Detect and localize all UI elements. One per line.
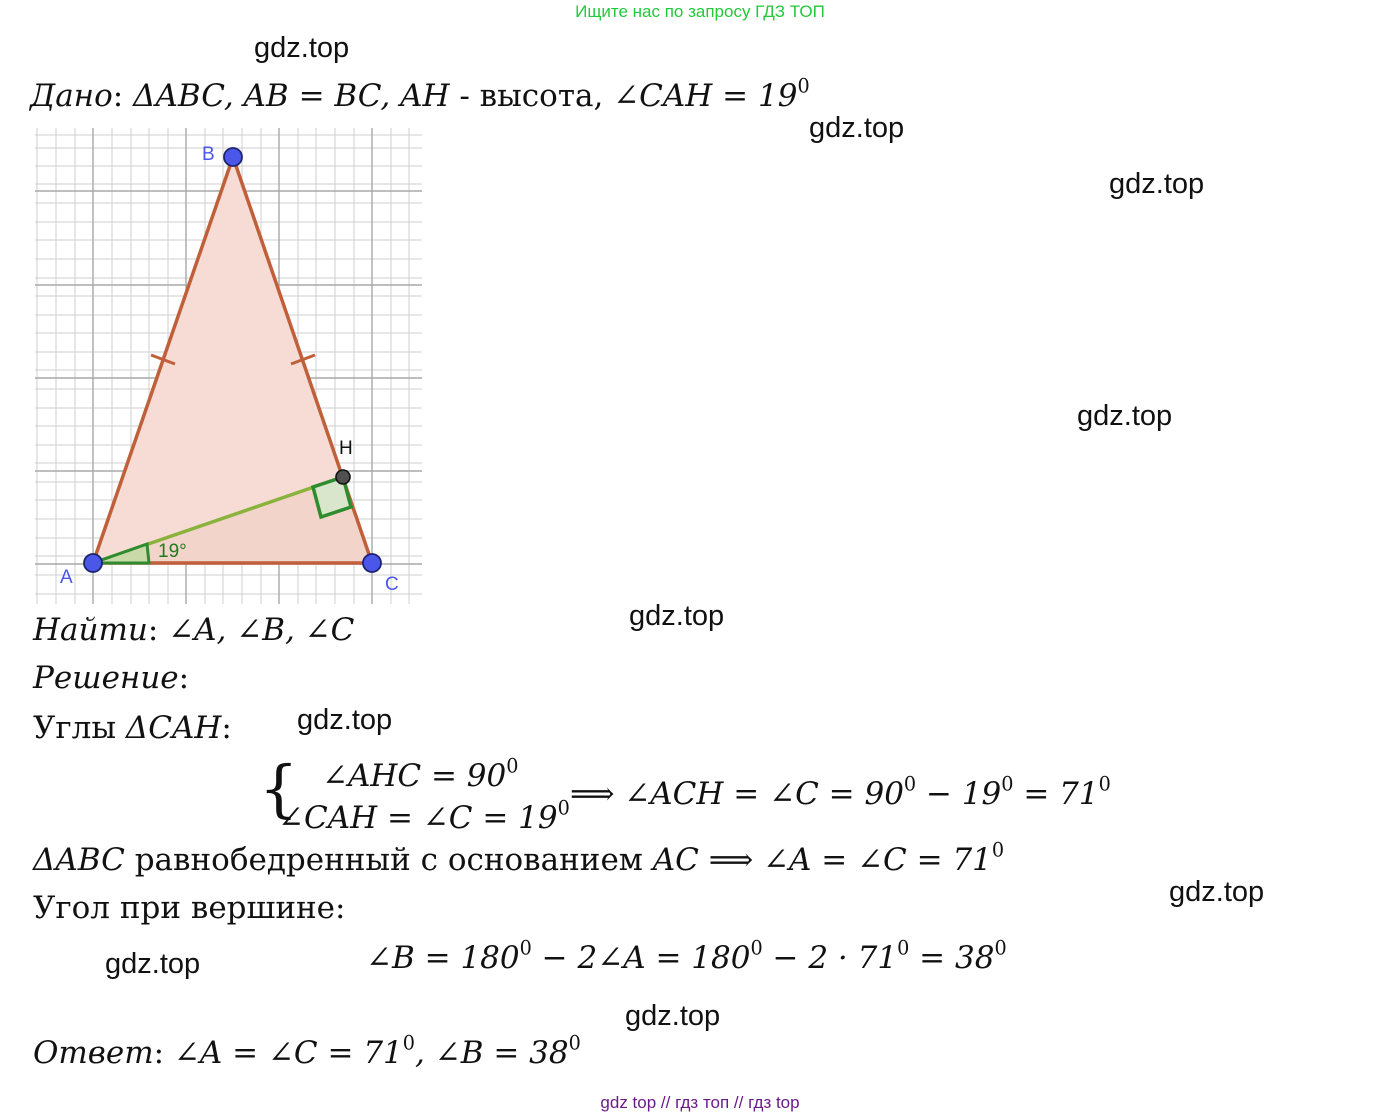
isosceles-base: AC: [652, 842, 699, 878]
solution-colon: :: [178, 660, 190, 696]
angles-cah-line: [33, 710, 232, 746]
given-colon: :: [112, 78, 124, 114]
given-triangle: ΔABC, AB = BC, AH: [133, 78, 450, 114]
point-a: [84, 554, 102, 572]
formula-part: − 2∠A = 180: [531, 940, 751, 976]
system-eq-2: ∠CAH = ∠C = 19: [278, 800, 558, 836]
formula-part: = 38: [909, 940, 995, 976]
degree-mark: 0: [557, 796, 570, 820]
angle-label: 19°: [158, 541, 187, 562]
answer-part: ∠A = ∠C = 71: [164, 1035, 403, 1071]
isosceles-triangle: ΔABC: [33, 842, 125, 878]
solution-heading: [33, 660, 189, 696]
system-result: [570, 772, 1111, 812]
system-eq-1: ∠AHC = 90: [322, 758, 507, 794]
label-h: H: [339, 438, 353, 459]
top-banner: Ищите нас по запросу ГДЗ ТОП: [575, 2, 825, 21]
result-part: = 71: [1013, 776, 1099, 812]
watermark: gdz.top: [254, 32, 350, 64]
point-c: [363, 554, 381, 572]
answer-line: [33, 1031, 581, 1071]
watermark: gdz.top: [809, 112, 905, 144]
formula-part: ∠B = 180: [366, 940, 520, 976]
angles-text: Углы: [33, 710, 126, 746]
isosceles-line: [33, 838, 1005, 878]
answer-colon: :: [153, 1035, 165, 1071]
degree-mark: 0: [1001, 772, 1014, 796]
degree-mark: 0: [797, 74, 810, 98]
given-angle: ∠CAH = 19: [613, 78, 798, 114]
find-value: ∠A, ∠B, ∠C: [158, 612, 355, 648]
result-part: − 19: [916, 776, 1002, 812]
watermark: gdz.top: [297, 704, 393, 736]
given-line: [30, 74, 810, 114]
degree-mark: 0: [994, 936, 1007, 960]
degree-mark: 0: [519, 936, 532, 960]
point-h: [336, 470, 350, 484]
find-label: Найти: [33, 612, 148, 648]
degree-mark: 0: [897, 936, 910, 960]
system-line-2: [278, 796, 570, 836]
degree-mark: 0: [402, 1031, 416, 1055]
system-brace: {: [259, 752, 299, 825]
watermark: gdz.top: [105, 948, 201, 980]
formula-part: − 2 · 71: [762, 940, 898, 976]
watermark: gdz.top: [629, 600, 725, 632]
point-b: [224, 148, 242, 166]
footer-links: gdz top // гдз топ // гдз top: [600, 1093, 800, 1112]
watermark: gdz.top: [625, 1000, 721, 1032]
watermark: gdz.top: [1109, 168, 1205, 200]
watermark: gdz.top: [1169, 876, 1265, 908]
answer-part: , ∠B = 38: [415, 1035, 569, 1071]
result-part: ⟹ ∠ACH = ∠C = 90: [570, 776, 904, 812]
degree-mark: 0: [903, 772, 917, 796]
angles-colon: :: [221, 710, 232, 746]
answer-label: Ответ: [33, 1035, 154, 1071]
system-line-1: [322, 754, 519, 794]
degree-mark: 0: [750, 936, 763, 960]
given-altitude-text: - высота,: [449, 78, 614, 114]
degree-mark: 0: [991, 838, 1005, 862]
triangle-diagram: [35, 128, 425, 608]
degree-mark: 0: [1098, 772, 1111, 796]
solution-label: Решение: [33, 660, 179, 696]
label-c: C: [385, 574, 399, 595]
label-b: B: [202, 144, 215, 165]
vertex-angle-label: Угол при вершине:: [33, 890, 346, 926]
find-line: [33, 612, 354, 648]
watermark: gdz.top: [1077, 400, 1173, 432]
degree-mark: 0: [506, 754, 519, 778]
vertex-formula: [366, 936, 1007, 976]
angles-triangle: ΔCAH: [125, 710, 222, 746]
given-label: Дано: [30, 78, 113, 114]
degree-mark: 0: [568, 1031, 581, 1055]
isosceles-result: ⟹ ∠A = ∠C = 71: [698, 842, 992, 878]
find-colon: :: [147, 612, 159, 648]
isosceles-text: равнобедренный с основанием: [124, 842, 653, 878]
label-a: A: [60, 567, 73, 588]
